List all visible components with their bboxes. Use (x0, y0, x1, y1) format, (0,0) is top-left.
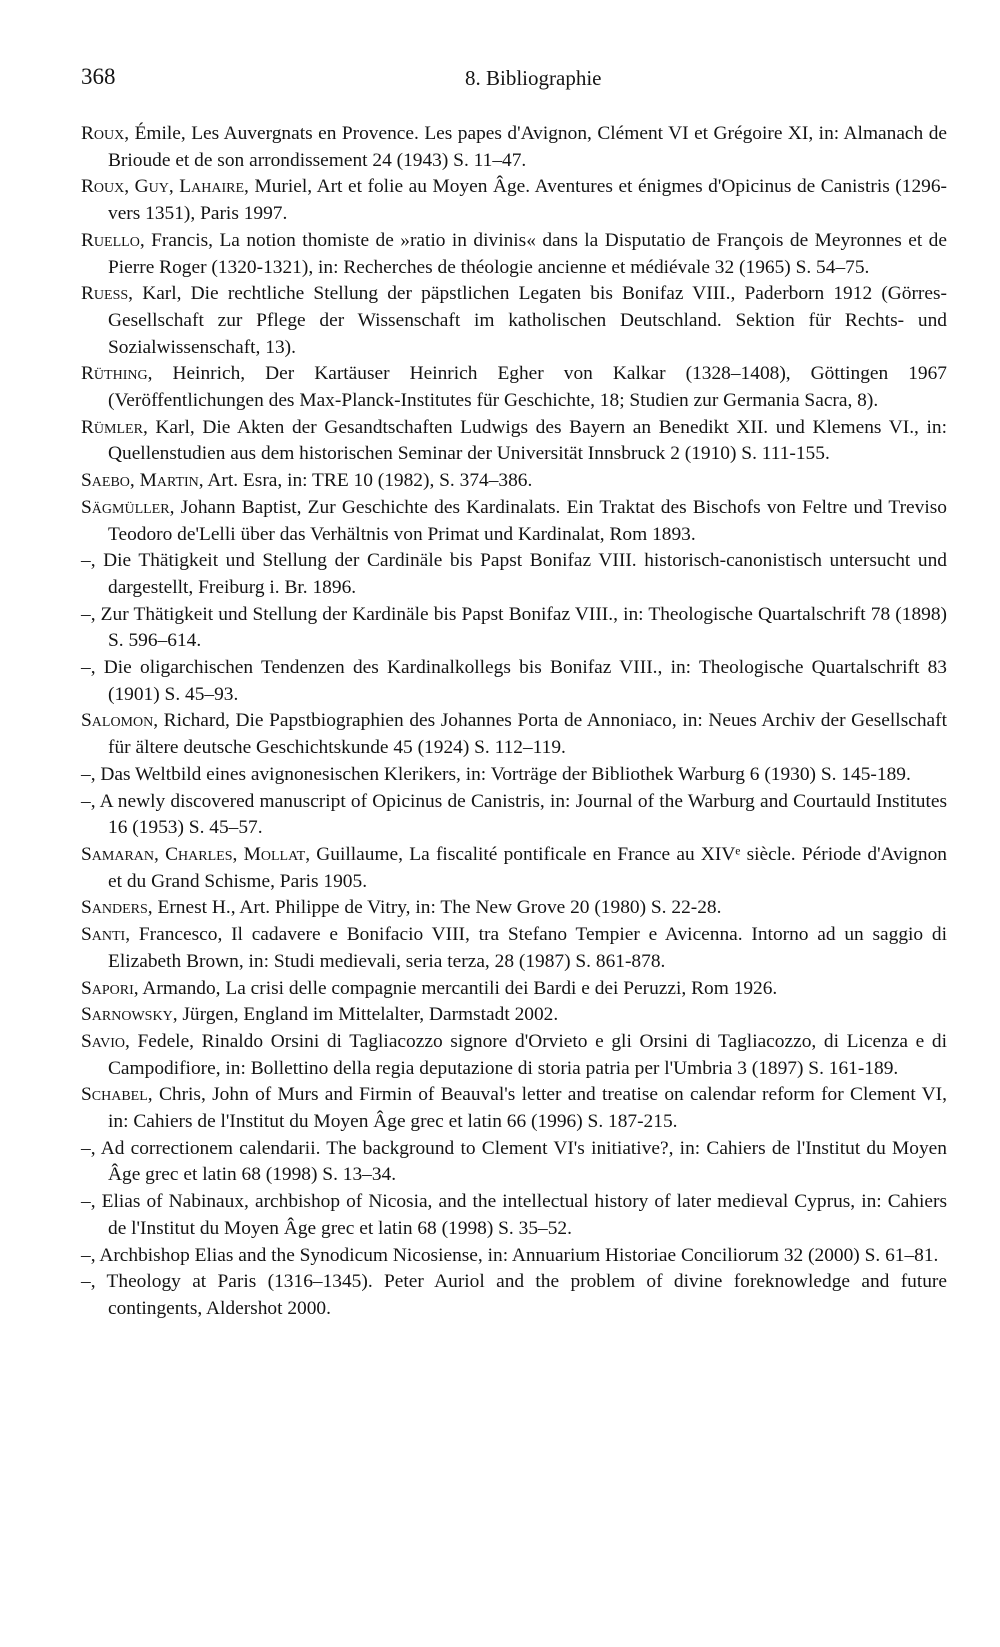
entry-author: Schabel (81, 1084, 148, 1106)
entry-text: , Johann Baptist, Zur Geschichte des Kardinalats. Ein Traktat des Bischofs von Feltre und Treviso Teodoro de'Lelli über das Verhältnis von Primat und Kardinalat, Rom 1893. (108, 496, 947, 545)
entry-text: , Armando, La crisi delle compagnie mercantili dei Bardi e dei Peruzzi, Rom 1926. (133, 977, 778, 999)
bibliography-entry (81, 548, 947, 601)
entry-author: Sapori (81, 977, 134, 999)
entry-text: , Muriel, Art et folie au Moyen Âge. Aventures et énigmes d'Opicinus de Canistris (1296-vers 1351), Paris 1997. (108, 176, 948, 225)
bibliography-page (81, 60, 947, 1323)
entry-text: –, Ad correctionem calendarii. The background to Clement VI's initiative?, in: Cahiers de l'Institut du Moyen Âge grec et latin 68 (1998) S. 13–34. (81, 1137, 947, 1186)
bibliography-entry (81, 842, 947, 895)
bibliography-entry (81, 1082, 947, 1135)
page-number: 368 (81, 64, 116, 89)
bibliography-entry (81, 1243, 947, 1270)
entry-author: Santi (81, 924, 126, 946)
bibliography-entry (81, 1189, 947, 1242)
entry-author: Roux, Guy, Lahaire (81, 176, 245, 198)
entry-author: Sarnowsky (81, 1004, 173, 1026)
entry-text: –, Die oligarchischen Tendenzen des Kardinalkollegs bis Bonifaz VIII., in: Theologische Quartalschrift 83 (1901) S. 45–93. (81, 657, 947, 705)
entry-author: Roux (81, 123, 125, 144)
bibliography-entry (81, 228, 947, 281)
bibliography-entry (81, 495, 947, 548)
entry-author: Sanders (81, 897, 148, 919)
bibliography-entry (81, 976, 947, 1003)
entry-text: , Karl, Die Akten der Gesandtschaften Ludwigs des Bayern an Benedikt XII. und Klemens VI., in: Quellenstudien aus dem historischen Seminar der Universität Innsbruck 2 (1910) S. 111-155. (108, 416, 947, 465)
entry-author: Saebo, Martin (81, 470, 199, 492)
entry-text: , Richard, Die Papstbiographien des Johannes Porta de Annoniaco, in: Neues Archiv der Gesellschaft für ältere deutsche Geschichtskunde 45 (1924) S. 112–119. (108, 710, 947, 759)
bibliography-entry (81, 415, 947, 468)
bibliography-entry (81, 281, 947, 361)
entry-text: , Jürgen, England im Mittelalter, Darmstadt 2002. (172, 1004, 559, 1026)
bibliography-entry (81, 602, 947, 655)
bibliography-list (81, 121, 947, 1323)
bibliography-entry (81, 1002, 947, 1029)
entry-text: –, Archbishop Elias and the Synodicum Nicosiense, in: Annuarium Historiae Conciliorum 32 (2000) S. 61–81. (81, 1244, 939, 1266)
bibliography-entry (81, 1029, 947, 1082)
bibliography-entry (81, 468, 947, 495)
bibliography-entry (81, 789, 947, 842)
entry-text: –, A newly discovered manuscript of Opicinus de Canistris, in: Journal of the Warburg and Courtauld Institutes 16 (1953) S. 45–57. (81, 790, 947, 839)
entry-text: –, Das Weltbild eines avignonesischen Klerikers, in: Vorträge der Bibliothek Warburg 6 (1930) S. 145-189. (81, 763, 911, 785)
entry-text: –, Theology at Paris (1316–1345). Peter Auriol and the problem of divine foreknowledge and future contingents, Aldershot 2000. (81, 1271, 947, 1319)
bibliography-entry (81, 708, 947, 761)
bibliography-entry (81, 174, 947, 227)
entry-text: , Francis, La notion thomiste de »ratio in divinis« dans la Disputatio de François de Meyronnes et de Pierre Roger (1320-1321), in: Recherches de théologie ancienne et médiévale 32 (1965) S. 54–75. (108, 229, 947, 278)
entry-author: Rüthing (81, 363, 148, 385)
entry-text: –, Elias of Nabinaux, archbishop of Nicosia, and the intellectual history of later medieval Cyprus, in: Cahiers de l'Institut du Moyen Âge grec et latin 68 (1998) S. 35–52. (81, 1191, 947, 1239)
bibliography-entry (81, 1136, 947, 1189)
entry-text: , Art. Esra, in: TRE 10 (1982), S. 374–386. (198, 470, 533, 492)
bibliography-entry (81, 922, 947, 975)
entry-author: Sägmüller (81, 496, 170, 518)
entry-text: , Guillaume, La fiscalité pontificale en France au XIVᵉ siècle. Période d'Avignon et du Grand Schisme, Paris 1905. (108, 843, 947, 892)
bibliography-entry (81, 655, 947, 708)
bibliography-entry (81, 361, 947, 414)
bibliography-entry (81, 762, 947, 789)
entry-author: Ruess (81, 283, 129, 305)
entry-author: Rümler (81, 416, 143, 438)
bibliography-entry (81, 895, 947, 922)
bibliography-entry (81, 1269, 947, 1322)
entry-author: Salomon (81, 710, 154, 732)
entry-text: , Fedele, Rinaldo Orsini di Tagliacozzo signore d'Orvieto e gli Orsini di Tagliacozzo, di Licenza e di Campodifiore, in: Bollettino della regia deputazione di storia patria per l'Umbria 3 (1897) S. 161-189. (108, 1030, 947, 1079)
entry-text: –, Die Thätigkeit und Stellung der Cardinäle bis Papst Bonifaz VIII. historisch-canonistisch untersucht und dargestellt, Freiburg i. Br. 1896. (81, 550, 947, 598)
bibliography-entry (81, 121, 947, 174)
entry-author: Savio (81, 1030, 125, 1052)
entry-author: Ruello (81, 229, 140, 251)
page-header (81, 60, 947, 100)
entry-text: , Karl, Die rechtliche Stellung der päpstlichen Legaten bis Bonifaz VIII., Paderborn 1912 (Görres-Gesellschaft zur Pflege der Wissenschaft im katholischen Deutschland. Sektion für Rechts- und Sozialwissenschaft, 13). (108, 283, 947, 358)
entry-text: , Heinrich, Der Kartäuser Heinrich Egher von Kalkar (1328–1408), Göttingen 1967 (Veröffentlichungen des Max-Planck-Institutes für Geschichte, 18; Studien zur Germania Sacra, 8). (108, 363, 947, 412)
entry-text: –, Zur Thätigkeit und Stellung der Kardinäle bis Papst Bonifaz VIII., in: Theologische Quartalschrift 78 (1898) S. 596–614. (81, 603, 947, 652)
entry-author: Samaran, Charles, Mollat (81, 843, 306, 865)
entry-text: , Francesco, Il cadavere e Bonifacio VIII, tra Stefano Tempier e Avicenna. Intorno ad un saggio di Elizabeth Brown, in: Studi medievali, seria terza, 28 (1987) S. 861-878. (108, 924, 947, 972)
entry-text: , Émile, Les Auvergnats en Provence. Les papes d'Avignon, Clément VI et Grégoire XI, in: Almanach de Brioude et de son arrondissement 24 (1943) S. 11–47. (108, 123, 947, 171)
entry-text: , Ernest H., Art. Philippe de Vitry, in: The New Grove 20 (1980) S. 22-28. (147, 897, 722, 919)
entry-text: , Chris, John of Murs and Firmin of Beauval's letter and treatise on calendar reform for Clement VI, in: Cahiers de l'Institut du Moyen Âge grec et latin 66 (1996) S. 187-215. (108, 1084, 947, 1133)
running-head: 8. Bibliographie (465, 66, 602, 90)
